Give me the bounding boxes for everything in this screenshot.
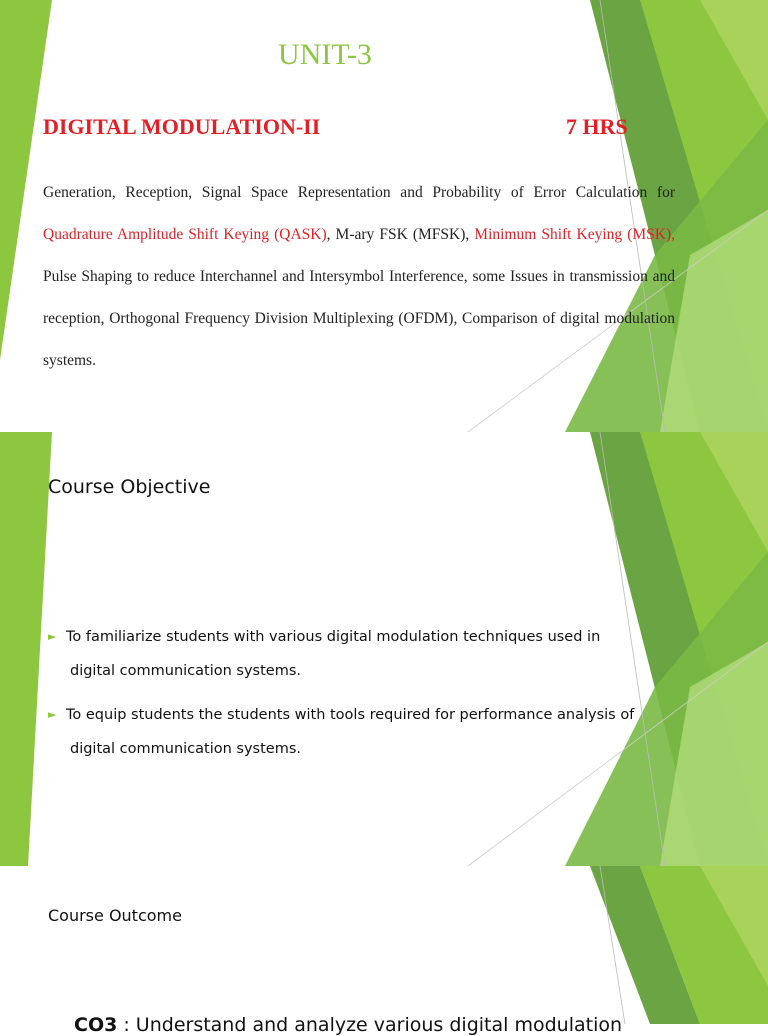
objective-list	[48, 620, 698, 776]
syllabus-segment: Pulse Shaping to reduce Interchannel and Intersymbol Interference, some Issues in transmission and reception, Orthogonal Frequency Division Multiplexing (OFDM), Comparison of digital modulation systems.	[43, 268, 675, 369]
syllabus-highlight-msk: Minimum Shift Keying (MSK),	[474, 226, 675, 243]
list-item	[48, 620, 698, 688]
objective-line: To equip students the students with tools required for performance analysis of	[66, 707, 635, 723]
co-text: : Understand and analyze various digital modulation	[117, 1014, 623, 1036]
unit-title: UNIT-3	[278, 38, 372, 71]
outcome-title: Course Outcome	[48, 906, 182, 925]
unit-heading: DIGITAL MODULATION-II	[43, 114, 321, 139]
objective-line: digital communication systems.	[70, 741, 302, 757]
unit-hours: 7 HRS	[566, 114, 628, 139]
slide-course-outcome	[0, 866, 768, 1036]
objective-line: digital communication systems.	[70, 663, 302, 679]
co-label: CO3	[74, 1014, 118, 1036]
objective-title: Course Objective	[48, 476, 211, 498]
bullet-arrow-icon: ►	[48, 708, 57, 721]
syllabus-text	[43, 172, 675, 382]
syllabus-segment: Generation, Reception, Signal Space Representation and Probability of Error Calculation for	[43, 184, 675, 201]
list-item	[48, 698, 698, 766]
syllabus-segment: , M-ary FSK (MFSK),	[326, 226, 475, 243]
course-outcome-line	[74, 1014, 622, 1036]
syllabus-highlight-qask: Quadrature Amplitude Shift Keying (QASK)	[43, 226, 327, 243]
slide-course-objective	[0, 432, 768, 866]
green-decoration	[0, 866, 768, 1024]
slide-unit-3	[0, 0, 768, 432]
objective-line: To familiarize students with various digital modulation techniques used in	[66, 629, 601, 645]
bullet-arrow-icon: ►	[48, 630, 57, 643]
